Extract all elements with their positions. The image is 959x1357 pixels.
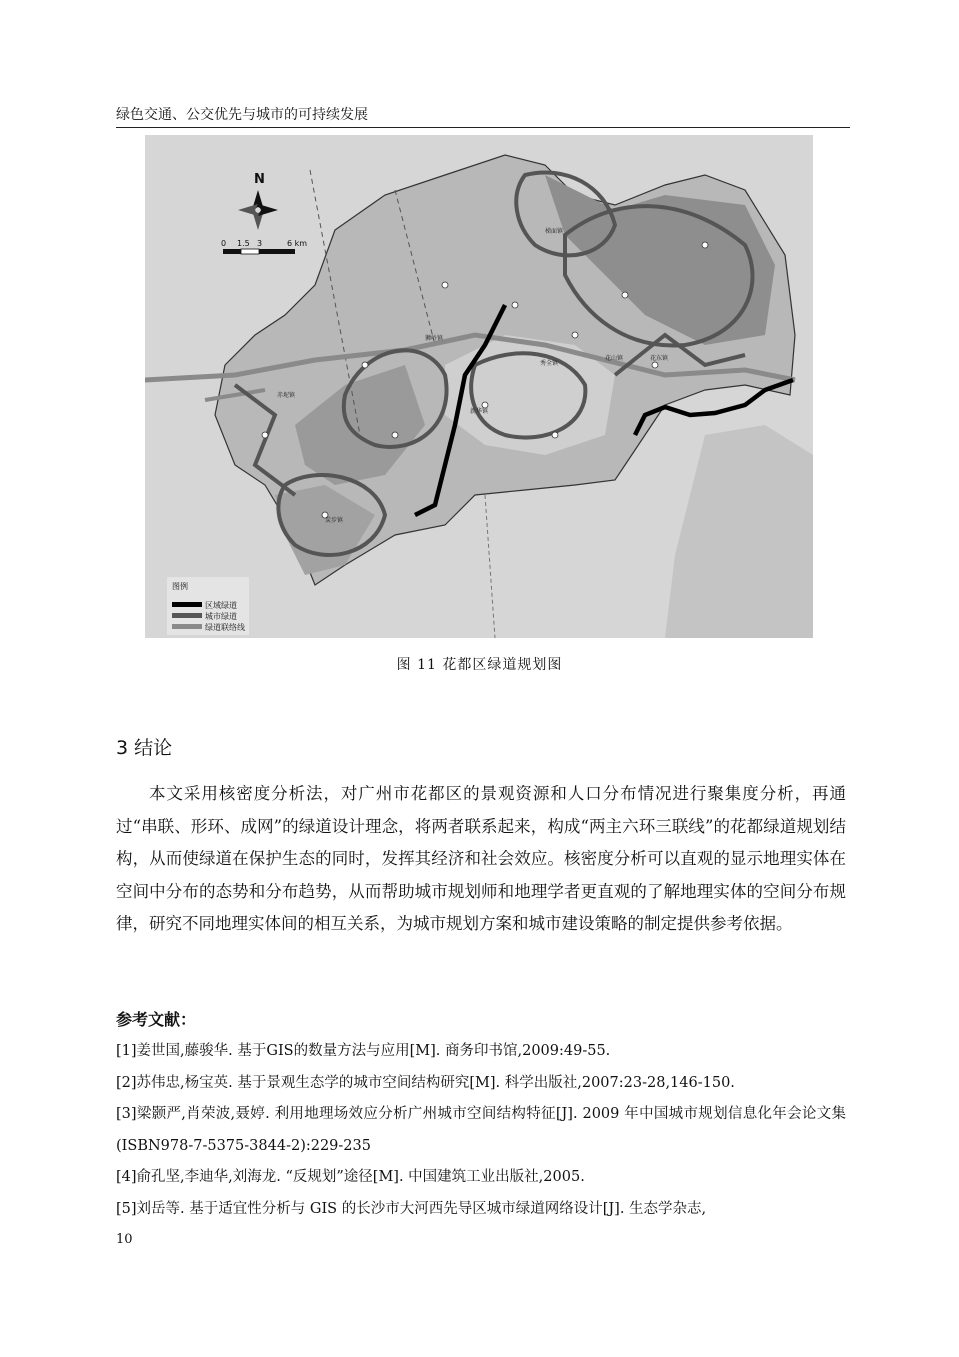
scale-label: 6 km bbox=[287, 239, 308, 248]
legend-swatch-city bbox=[172, 613, 202, 618]
reference-item: [3]梁颢严,肖荣波,聂婷. 利用地理场效应分析广州城市空间结构特征[J]. 2009 年中国城市规划信息化年会论文集(ISBN978-7-5375-3844-2):229-235 bbox=[116, 1106, 846, 1154]
reference-item: [1]姜世国,藤骏华. 基于GIS的数量方法与应用[M]. 商务印书馆,2009:49-55. bbox=[116, 1043, 611, 1059]
scale-bar bbox=[223, 249, 295, 254]
reference-item: [5]刘岳等. 基于适宜性分析与 GIS 的长沙市大河西先导区城市绿道网络设计[J]. 生态学杂志, bbox=[116, 1200, 707, 1217]
scale-label: 1.5 bbox=[237, 239, 250, 248]
place-label: 花山镇 bbox=[605, 355, 624, 362]
header-rule bbox=[116, 127, 850, 128]
legend-label-regional: 区域绿道 bbox=[205, 601, 237, 610]
place-label: 新华镇 bbox=[470, 408, 489, 415]
legend-title: 图例 bbox=[172, 582, 188, 591]
north-label: N bbox=[254, 172, 265, 187]
legend-label-city: 城市绿道 bbox=[205, 612, 237, 621]
running-head: 绿色交通、公交优先与城市的可持续发展 bbox=[116, 107, 368, 123]
body-paragraph: 本文采用核密度分析法，对广州市花都区的景观资源和人口分布情况进行聚集度分析，再通过“串联、形环、成网”的绿道设计理念，将两者联系起来，构成“两主六环三联线”的花都绿道规划结构，从而使绿道在保护生态的同时，发挥其经济和社会效应。核密度分析可以直观的显示地理实体在空间中分布的态势和分布趋势，从而帮助城市规划师和地理学者更直观的了解地理实体的空间分布规律，研究不同地理实体间的相互关系，为城市规划方案和城市建设策略的制定提供参考依据。 bbox=[116, 784, 846, 933]
map-svg bbox=[145, 135, 813, 638]
legend-label-connector: 绿道联络线 bbox=[205, 623, 245, 632]
section-title: 3 结论 bbox=[116, 737, 173, 759]
legend-swatch-regional bbox=[172, 602, 202, 607]
place-label: 花东镇 bbox=[650, 355, 669, 362]
place-label: 梯面镇 bbox=[545, 228, 564, 235]
place-label: 秀全镇 bbox=[540, 360, 559, 367]
legend-swatch-connector bbox=[172, 624, 202, 629]
figure-caption: 图 11 花都区绿道规划图 bbox=[396, 657, 563, 673]
reference-item: [4]俞孔坚,李迪华,刘海龙. “反规划”途径[M]. 中国建筑工业出版社,2005. bbox=[116, 1169, 585, 1185]
scale-label: 3 bbox=[257, 239, 263, 248]
greenway-plan-map bbox=[145, 135, 813, 638]
scale-label: 0 bbox=[221, 239, 227, 248]
references-title: 参考文献： bbox=[116, 1010, 197, 1029]
reference-list bbox=[116, 1036, 846, 1225]
place-label: 狮岭镇 bbox=[425, 335, 444, 342]
place-label: 赤坭镇 bbox=[277, 392, 296, 399]
place-label: 炭步镇 bbox=[325, 517, 344, 524]
page-number: 10 bbox=[116, 1232, 133, 1247]
reference-item: [2]苏伟忠,杨宝英. 基于景观生态学的城市空间结构研究[M]. 科学出版社,2007:23-28,146-150. bbox=[116, 1074, 735, 1091]
